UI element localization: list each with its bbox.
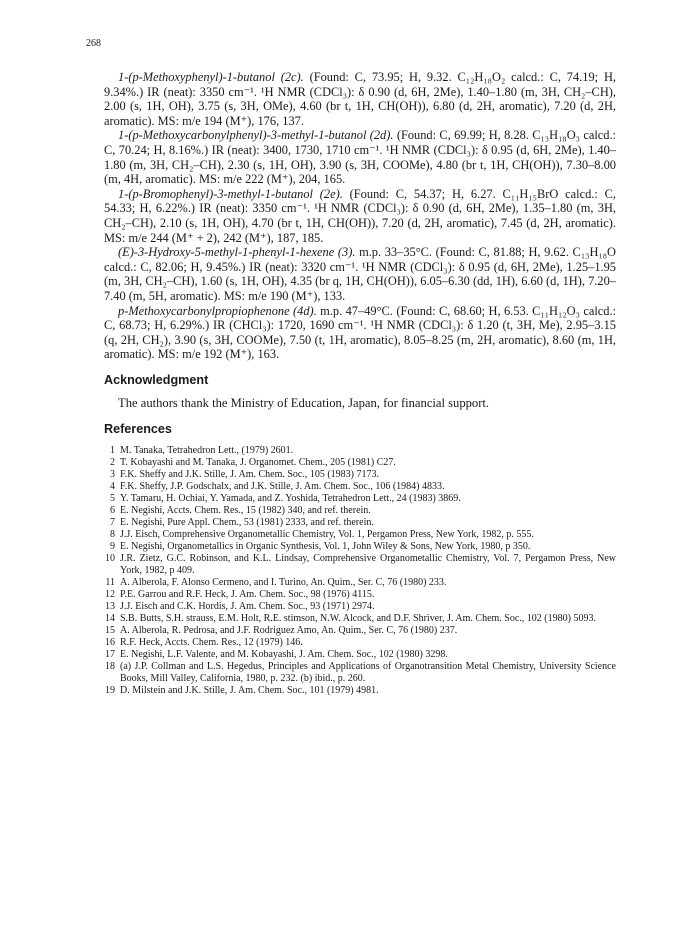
- reference-text: E. Negishi, L.F. Valente, and M. Kobayashi, J. Am. Chem. Soc., 102 (1980) 3298.: [120, 648, 448, 660]
- reference-number: 11: [105, 576, 115, 588]
- reference-item: [104, 457, 616, 469]
- compound-data: m.p. 47–49°C. (Found: C, 68.60; H, 6.53. C₁₁H₁₂O₃ calcd.: C, 68.73; H, 6.29%.) IR (CHCl₃): 1720, 1690 cm⁻¹. ¹H NMR (CDCl₃): δ 1.20 (t, 3H, Me), 2.95–3.15 (q, 2H, CH₂), 3.90 (s, 3H, COOMe), 7.50 (t, 1H, aromatic), 8.05–8.25 (m, 2H, aromatic), 8.60 (m, 1H, aromatic). MS: m/e 192 (M⁺), 163.: [104, 303, 617, 362]
- compound-data: (Found: C, 69.99; H, 8.28. C₁₃H₁₈O₃ calcd.: C, 70.24; H, 8.16%.) IR (neat): 3400, 1730, 1710 cm⁻¹. ¹H NMR (CDCl₃): δ 0.95 (d, 6H, 2Me), 1.40–1.80 (m, 3H, CH₂–CH), 2.30 (s, 1H, OH), 3.90 (s, 3H, COOMe), 4.80 (br t, 1H, CH(OH)), 7.30–8.00 (m, 4H, aromatic). MS: m/e 222 (M⁺), 204, 165.: [104, 128, 616, 187]
- reference-number: 6: [110, 504, 115, 516]
- reference-text: J.J. Eisch, Comprehensive Organometallic Chemistry, Vol. 1, Pergamon Press, New York, 1982, p. 555.: [120, 528, 534, 540]
- compound-paragraph-3: [104, 245, 616, 303]
- reference-item: [104, 529, 616, 541]
- compound-paragraph-2c: [104, 70, 616, 128]
- reference-text: J.J. Eisch and C.K. Hordis, J. Am. Chem. Soc., 93 (1971) 2974.: [120, 600, 375, 612]
- references-heading: References: [104, 421, 172, 436]
- reference-number: 12: [105, 588, 115, 600]
- compound-title: 1-(p-Methoxycarbonylphenyl)-3-methyl-1-butanol (2d).: [118, 128, 394, 143]
- reference-item: [104, 685, 616, 697]
- reference-item: [104, 601, 616, 613]
- reference-item: [104, 661, 616, 685]
- reference-number: 1: [110, 444, 115, 456]
- reference-item: [104, 649, 616, 661]
- reference-text: F.K. Sheffy and J.K. Stille, J. Am. Chem. Soc., 105 (1983) 7173.: [120, 468, 380, 480]
- reference-text: Y. Tamaru, H. Ochiai, Y. Yamada, and Z. Yoshida, Tetrahedron Lett., 24 (1983) 3869.: [120, 492, 461, 504]
- compound-data: (Found: C, 54.37; H, 6.27. C₁₁H₁₅BrO calcd.: C, 54.33; H, 6.22%.) IR (neat): 3350 cm⁻¹. ¹H NMR (CDCl₃): δ 0.90 (d, 6H, 2Me), 1.35–1.80 (m, 3H, CH₂–CH), 2.10 (s, 1H, OH), 4.70 (br t, 1H, CH(OH)), 7.20 (d, 2H, aromatic), 7.45 (d, 2H, aromatic). MS: m/e 244 (M⁺ + 2), 242 (M⁺), 187, 185.: [104, 186, 616, 245]
- reference-number: 3: [110, 468, 115, 480]
- reference-text: R.F. Heck, Accts. Chem. Res., 12 (1979) 146.: [120, 636, 303, 648]
- reference-text: M. Tanaka, Tetrahedron Lett., (1979) 2601.: [120, 444, 294, 456]
- reference-item: [104, 445, 616, 457]
- acknowledgment-text: The authors thank the Ministry of Education, Japan, for financial support.: [118, 395, 490, 410]
- reference-item: [104, 541, 616, 553]
- reference-text: P.E. Garrou and R.F. Heck, J. Am. Chem. Soc., 98 (1976) 4115.: [120, 588, 375, 600]
- compound-title: 1-(p-Bromophenyl)-3-methyl-1-butanol (2e).: [118, 186, 343, 201]
- compound-data: m.p. 33–35°C. (Found: C, 81.88; H, 9.62. C₁₃H₁₈O calcd.: C, 82.06; H, 9.45%.) IR (neat): 3320 cm⁻¹. ¹H NMR (CDCl₃): δ 0.95 (d, 6H, 2Me), 1.25–1.95 (m, 3H, CH₂–CH), 1.60 (s, 1H, OH), 4.35 (br q, 1H, CH(OH)), 6.05–6.30 (dd, 1H), 6.60 (d, 1H), 7.20–7.40 (m, 5H, aromatic). MS: m/e 190 (M⁺), 133.: [104, 245, 616, 303]
- reference-number: 2: [110, 456, 115, 468]
- reference-item: [104, 469, 616, 481]
- reference-number: 17: [105, 648, 115, 660]
- reference-item: [104, 637, 616, 649]
- reference-text: S.B. Butts, S.H. strauss, E.M. Holt, R.E. stimson, N.W. Alcock, and D.F. Shriver, J. Am. Chem. Soc., 102 (1980) 5093.: [120, 612, 596, 624]
- compound-data-section: [104, 70, 616, 362]
- reference-text: A. Alberola, F. Alonso Cermeno, and I. Turino, An. Quim., Ser. C, 76 (1980) 233.: [120, 576, 447, 588]
- reference-number: 7: [110, 516, 115, 528]
- reference-text: T. Kobayashi and M. Tanaka, J. Organomet. Chem., 205 (1981) C27.: [120, 456, 396, 468]
- reference-number: 4: [110, 480, 115, 492]
- reference-text: D. Milstein and J.K. Stille, J. Am. Chem. Soc., 101 (1979) 4981.: [120, 684, 379, 696]
- reference-text: E. Negishi, Organometallics in Organic Synthesis, Vol. 1, John Wiley & Sons, New York, 1980, p 350.: [120, 540, 531, 552]
- acknowledgment-section: [104, 373, 616, 411]
- compound-paragraph-2e: [104, 187, 616, 245]
- compound-title: (E)-3-Hydroxy-5-methyl-1-phenyl-1-hexene (3).: [118, 245, 356, 260]
- reference-item: [104, 493, 616, 505]
- reference-item: [104, 505, 616, 517]
- reference-text: E. Negishi, Accts. Chem. Res., 15 (1982) 340, and ref. therein.: [120, 504, 371, 516]
- page-number: 268: [86, 38, 101, 49]
- reference-item: [104, 517, 616, 529]
- compound-title: p-Methoxycarbonylpropiophenone (4d).: [118, 303, 317, 318]
- reference-item: [104, 625, 616, 637]
- reference-item: [104, 577, 616, 589]
- page-body: [104, 70, 616, 697]
- reference-item: [104, 553, 616, 577]
- reference-item: [104, 589, 616, 601]
- reference-list: [104, 445, 616, 697]
- reference-number: 15: [105, 624, 115, 636]
- compound-paragraph-2d: [104, 128, 616, 186]
- reference-text: E. Negishi, Pure Appl. Chem., 53 (1981) 2333, and ref. therein.: [120, 516, 374, 528]
- reference-number: 10: [105, 552, 115, 564]
- reference-number: 9: [110, 540, 115, 552]
- reference-item: [104, 481, 616, 493]
- reference-number: 19: [105, 684, 115, 696]
- acknowledgment-heading: Acknowledgment: [104, 372, 209, 387]
- reference-number: 5: [110, 492, 115, 504]
- reference-number: 13: [105, 600, 115, 612]
- compound-data: (Found: C, 73.95; H, 9.32. C₁₂H₁₈O₂ calcd.: C, 74.19; H, 9.34%.) IR (neat): 3350 cm⁻¹. ¹H NMR (CDCl₃): δ 0.90 (d, 6H, 2Me), 1.40–1.80 (m, 3H, CH₂–CH), 2.00 (s, 1H, OH), 3.75 (s, 3H, OMe), 4.60 (br t, 1H, CH(OH)), 6.80 (d, 2H, aromatic), 7.20 (d, 2H, aromatic). MS: m/e 194 (M⁺), 176, 137.: [104, 70, 616, 128]
- reference-number: 8: [110, 528, 115, 540]
- reference-item: [104, 613, 616, 625]
- reference-text: (a) J.P. Collman and L.S. Hegedus, Principles and Applications of Organotransition Metal Chemistry, University Science Books, Mill Valley, California, 1980, p. 232. (b) ibid., p. 260.: [120, 660, 616, 684]
- compound-paragraph-4d: [104, 304, 616, 362]
- references-section: [104, 422, 616, 697]
- compound-title: 1-(p-Methoxyphenyl)-1-butanol (2c).: [118, 70, 304, 84]
- reference-number: 14: [105, 612, 115, 624]
- reference-text: J.R. Zietz, G.C. Robinson, and K.L. Lindsay, Comprehensive Organometallic Chemistry, Vol. 7, Pergamon Press, New York, 1982, p 409.: [120, 552, 616, 576]
- reference-number: 18: [105, 660, 115, 672]
- reference-number: 16: [105, 636, 115, 648]
- reference-text: A. Alberola, R. Pedrosa, and J.F. Rodriguez Amo, An. Quim., Ser. C, 76 (1980) 237.: [120, 624, 458, 636]
- reference-text: F.K. Sheffy, J.P. Godschalx, and J.K. Stille, J. Am. Chem. Soc., 106 (1984) 4833.: [120, 480, 445, 492]
